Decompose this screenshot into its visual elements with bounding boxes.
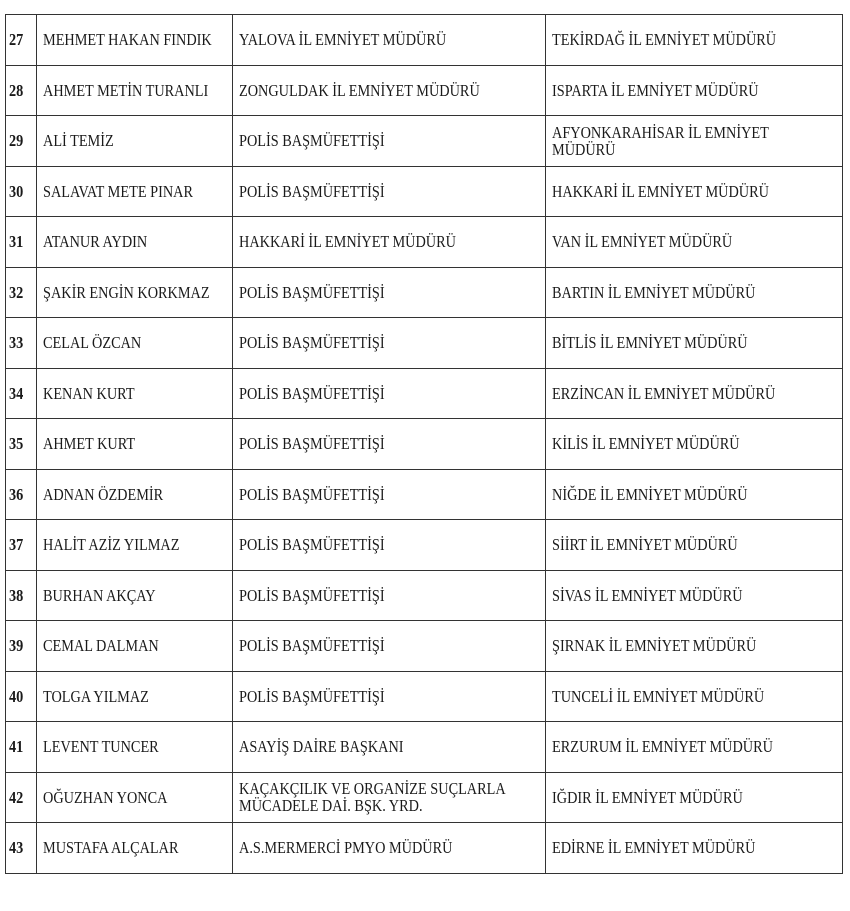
table-row (6, 15, 843, 66)
table-row (6, 570, 843, 621)
row-number-text: 27 (9, 30, 24, 50)
row-number-text: 39 (9, 636, 24, 656)
table-row (6, 671, 843, 722)
current-position-text: POLİS BAŞMÜFETTİŞİ (239, 181, 385, 201)
person-name (37, 217, 233, 268)
new-position-text: HAKKARİ İL EMNİYET MÜDÜRÜ (552, 181, 769, 201)
new-position-text: AFYONKARAHİSAR İL EMNİYET (552, 122, 769, 142)
current-position-text: POLİS BAŞMÜFETTİŞİ (239, 484, 385, 504)
new-position-text: SİİRT İL EMNİYET MÜDÜRÜ (552, 535, 738, 555)
row-number-text: 40 (9, 686, 24, 706)
current-position (233, 267, 546, 318)
person-name (37, 722, 233, 773)
current-position (233, 469, 546, 520)
new-position-text: MÜDÜRÜ (552, 139, 616, 159)
current-position-text: YALOVA İL EMNİYET MÜDÜRÜ (239, 30, 447, 50)
row-number (6, 217, 37, 268)
current-position (233, 15, 546, 66)
current-position-text: HAKKARİ İL EMNİYET MÜDÜRÜ (239, 232, 456, 252)
person-name (37, 318, 233, 369)
row-number (6, 116, 37, 167)
new-position (546, 722, 843, 773)
row-number-text: 37 (9, 535, 24, 555)
person-name (37, 671, 233, 722)
current-position-text: ASAYİŞ DAİRE BAŞKANI (239, 737, 404, 757)
new-position-text: BİTLİS İL EMNİYET MÜDÜRÜ (552, 333, 748, 353)
new-position (546, 15, 843, 66)
row-number-text: 30 (9, 181, 24, 201)
current-position (233, 722, 546, 773)
person-name (37, 570, 233, 621)
new-position-text: ERZURUM İL EMNİYET MÜDÜRÜ (552, 737, 773, 757)
current-position-text: POLİS BAŞMÜFETTİŞİ (239, 535, 385, 555)
new-position (546, 772, 843, 823)
row-number-text: 28 (9, 80, 24, 100)
table-row (6, 368, 843, 419)
person-name (37, 267, 233, 318)
new-position (546, 217, 843, 268)
new-position (546, 570, 843, 621)
person-name-text: ŞAKİR ENGİN KORKMAZ (43, 282, 210, 302)
table-row (6, 722, 843, 773)
row-number (6, 520, 37, 571)
row-number-text: 42 (9, 787, 24, 807)
table-row (6, 267, 843, 318)
current-position (233, 570, 546, 621)
row-number-text: 34 (9, 383, 24, 403)
row-number (6, 267, 37, 318)
person-name-text: KENAN KURT (43, 383, 135, 403)
new-position-text: ISPARTA İL EMNİYET MÜDÜRÜ (552, 80, 759, 100)
row-number-text: 32 (9, 282, 24, 302)
person-name (37, 772, 233, 823)
current-position-text: A.S.MERMERCİ PMYO MÜDÜRÜ (239, 838, 453, 858)
new-position-text: ERZİNCAN İL EMNİYET MÜDÜRÜ (552, 383, 776, 403)
person-name-text: SALAVAT METE PINAR (43, 181, 193, 201)
current-position-text: MÜCADELE DAİ. BŞK. YRD. (239, 796, 423, 816)
table-body (6, 15, 843, 874)
row-number-text: 29 (9, 131, 24, 151)
new-position-text: NİĞDE İL EMNİYET MÜDÜRÜ (552, 484, 748, 504)
new-position (546, 166, 843, 217)
new-position (546, 318, 843, 369)
person-name-text: ATANUR AYDIN (43, 232, 148, 252)
row-number (6, 469, 37, 520)
current-position (233, 368, 546, 419)
row-number (6, 419, 37, 470)
table-row (6, 621, 843, 672)
table-row (6, 166, 843, 217)
table-row (6, 217, 843, 268)
row-number-text: 36 (9, 484, 24, 504)
row-number (6, 772, 37, 823)
person-name (37, 116, 233, 167)
current-position (233, 166, 546, 217)
person-name-text: CELAL ÖZCAN (43, 333, 142, 353)
new-position-text: SİVAS İL EMNİYET MÜDÜRÜ (552, 585, 743, 605)
new-position (546, 419, 843, 470)
row-number (6, 368, 37, 419)
person-name (37, 520, 233, 571)
table-row (6, 116, 843, 167)
person-name-text: AHMET KURT (43, 434, 136, 454)
row-number (6, 722, 37, 773)
person-name-text: ALİ TEMİZ (43, 131, 114, 151)
current-position-text: POLİS BAŞMÜFETTİŞİ (239, 333, 385, 353)
row-number (6, 621, 37, 672)
row-number (6, 570, 37, 621)
row-number-text: 35 (9, 434, 24, 454)
current-position-text: POLİS BAŞMÜFETTİŞİ (239, 131, 385, 151)
new-position-text: KİLİS İL EMNİYET MÜDÜRÜ (552, 434, 740, 454)
current-position-text: POLİS BAŞMÜFETTİŞİ (239, 282, 385, 302)
current-position-text: POLİS BAŞMÜFETTİŞİ (239, 434, 385, 454)
new-position (546, 267, 843, 318)
person-name-text: BURHAN AKÇAY (43, 585, 156, 605)
new-position-text: VAN İL EMNİYET MÜDÜRÜ (552, 232, 733, 252)
current-position (233, 772, 546, 823)
current-position-text: POLİS BAŞMÜFETTİŞİ (239, 383, 385, 403)
person-name-text: TOLGA YILMAZ (43, 686, 149, 706)
new-position-text: BARTIN İL EMNİYET MÜDÜRÜ (552, 282, 756, 302)
current-position-text: POLİS BAŞMÜFETTİŞİ (239, 585, 385, 605)
new-position-text: EDİRNE İL EMNİYET MÜDÜRÜ (552, 838, 756, 858)
appointments-table (5, 14, 843, 874)
new-position (546, 469, 843, 520)
row-number (6, 671, 37, 722)
new-position-text: IĞDIR İL EMNİYET MÜDÜRÜ (552, 787, 743, 807)
row-number (6, 166, 37, 217)
current-position (233, 671, 546, 722)
current-position-text: KAÇAKÇILIK VE ORGANİZE SUÇLARLA (239, 779, 506, 799)
person-name-text: ADNAN ÖZDEMİR (43, 484, 164, 504)
table-row (6, 419, 843, 470)
person-name-text: MUSTAFA ALÇALAR (43, 838, 179, 858)
table-row (6, 823, 843, 874)
new-position (546, 116, 843, 167)
new-position-text: TUNCELİ İL EMNİYET MÜDÜRÜ (552, 686, 765, 706)
person-name (37, 621, 233, 672)
table-row (6, 772, 843, 823)
new-position-text: ŞIRNAK İL EMNİYET MÜDÜRÜ (552, 636, 757, 656)
row-number-text: 31 (9, 232, 24, 252)
table-row (6, 318, 843, 369)
new-position (546, 65, 843, 116)
person-name-text: AHMET METİN TURANLI (43, 80, 209, 100)
current-position (233, 65, 546, 116)
current-position-text: POLİS BAŞMÜFETTİŞİ (239, 686, 385, 706)
current-position (233, 621, 546, 672)
current-position-text: ZONGULDAK İL EMNİYET MÜDÜRÜ (239, 80, 480, 100)
person-name (37, 65, 233, 116)
row-number-text: 41 (9, 737, 24, 757)
new-position (546, 520, 843, 571)
person-name (37, 419, 233, 470)
person-name (37, 15, 233, 66)
current-position (233, 217, 546, 268)
row-number-text: 38 (9, 585, 24, 605)
person-name (37, 823, 233, 874)
new-position (546, 823, 843, 874)
person-name (37, 368, 233, 419)
person-name-text: CEMAL DALMAN (43, 636, 159, 656)
row-number (6, 823, 37, 874)
current-position (233, 318, 546, 369)
new-position (546, 368, 843, 419)
row-number-text: 33 (9, 333, 24, 353)
new-position-text: TEKİRDAĞ İL EMNİYET MÜDÜRÜ (552, 30, 777, 50)
person-name (37, 166, 233, 217)
current-position (233, 823, 546, 874)
row-number (6, 318, 37, 369)
person-name-text: OĞUZHAN YONCA (43, 787, 168, 807)
table-row (6, 469, 843, 520)
current-position (233, 520, 546, 571)
row-number-text: 43 (9, 838, 24, 858)
current-position-text: POLİS BAŞMÜFETTİŞİ (239, 636, 385, 656)
person-name (37, 469, 233, 520)
row-number (6, 65, 37, 116)
person-name-text: MEHMET HAKAN FINDIK (43, 30, 212, 50)
current-position (233, 419, 546, 470)
row-number (6, 15, 37, 66)
table-row (6, 65, 843, 116)
person-name-text: HALİT AZİZ YILMAZ (43, 535, 180, 555)
table-row (6, 520, 843, 571)
current-position (233, 116, 546, 167)
new-position (546, 671, 843, 722)
new-position (546, 621, 843, 672)
person-name-text: LEVENT TUNCER (43, 737, 159, 757)
